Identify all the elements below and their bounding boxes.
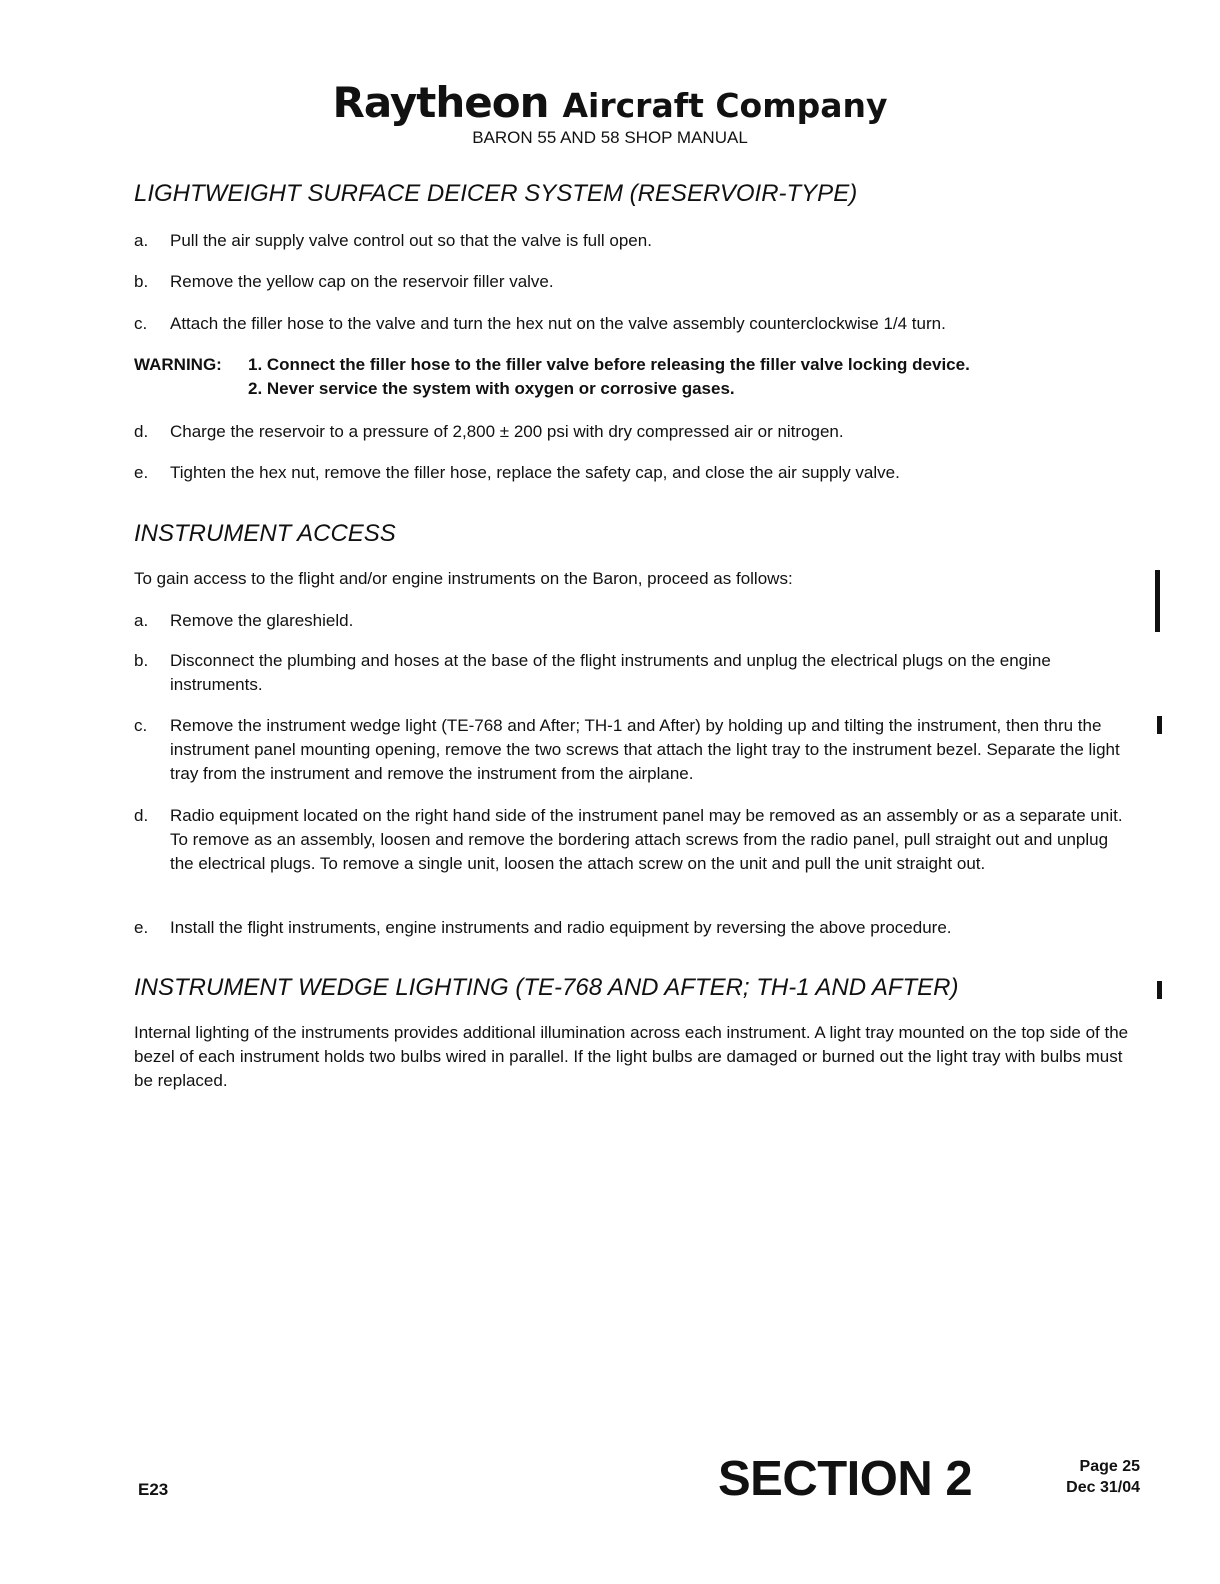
step-letter: c. [134,716,148,735]
warning-line-1: 1. Connect the filler hose to the filler valve before releasing the filler valve locking device. [248,355,970,374]
step-letter: b. [134,651,149,670]
deicer-step-c [134,312,1194,336]
step-letter: d. [134,806,149,825]
footer-page-number: Page 25 [1079,1458,1140,1475]
brand-name: Raytheon [332,78,549,127]
step-letter: c. [134,314,148,333]
step-text: Attach the filler hose to the valve and turn the hex nut on the valve assembly counterclockwise 1/4 turn. [170,314,946,333]
access-step-c [134,714,1134,786]
step-text: Radio equipment located on the right hand side of the instrument panel may be removed as an assembly or as a separate unit. To remove as an assembly, loosen and remove the bordering attach screws from the radio panel, pull straight out and unplug the electrical plugs. To remove a single unit, loosen the attach screw on the unit and pull the unit straight out. [170,806,1123,873]
step-text: Install the flight instruments, engine instruments and radio equipment by reversing the above procedure. [170,918,952,937]
step-letter: d. [134,422,149,441]
revision-bar [1155,570,1160,632]
step-text: Pull the air supply valve control out so that the valve is full open. [170,231,652,250]
revision-bar [1157,981,1162,999]
step-text: Charge the reservoir to a pressure of 2,800 ± 200 psi with dry compressed air or nitrogen. [170,422,844,441]
warning-block [134,353,970,401]
footer-section: SECTION 2 [718,1452,973,1506]
revision-bar [1157,716,1162,734]
manual-title: BARON 55 AND 58 SHOP MANUAL [472,128,748,147]
access-step-b [134,649,1134,697]
step-text: Disconnect the plumbing and hoses at the base of the flight instruments and unplug the electrical plugs on the engine instruments. [170,651,1051,694]
wedge-lighting-body: Internal lighting of the instruments provides additional illumination across each instrument. A light tray mounted on the top side of the bezel of each instrument holds two bulbs wired in parallel. If the light bulbs are damaged or burned out the light tray with bulbs must be replaced. [134,1023,1129,1090]
step-letter: b. [134,272,149,291]
access-step-d [134,804,1134,876]
footer-doc-id: E23 [138,1480,169,1499]
deicer-step-e [134,461,1134,485]
step-text: Remove the instrument wedge light (TE-768 and After; TH-1 and After) by holding up and tilting the instrument, then thru the instrument panel mounting opening, remove the two screws that attach the light tray to the instrument bezel. Separate the light tray from the instrument and remove the instrument from the airplane. [170,716,1120,783]
access-step-a [134,609,1134,633]
deicer-step-a [134,229,1134,253]
instrument-access-title: INSTRUMENT ACCESS [134,520,396,547]
step-letter: a. [134,611,149,630]
brand-suffix: Aircraft Company [562,86,888,125]
document-header [0,78,1220,127]
brand-logo [332,78,887,127]
step-letter: e. [134,463,149,482]
step-text: Tighten the hex nut, remove the filler hose, replace the safety cap, and close the air supply valve. [170,463,900,482]
step-text: Remove the glareshield. [170,611,354,630]
warning-lines [248,353,970,401]
footer-page-info [1040,1456,1140,1498]
deicer-section-title: LIGHTWEIGHT SURFACE DEICER SYSTEM (RESERVOIR-TYPE) [134,180,858,207]
warning-label: WARNING: [134,355,222,374]
deicer-step-b [134,270,1134,294]
access-step-e [134,916,1134,940]
wedge-lighting-title: INSTRUMENT WEDGE LIGHTING (TE-768 AND AFTER; TH-1 AND AFTER) [134,974,959,1001]
step-letter: a. [134,231,149,250]
deicer-step-d [134,420,1134,444]
step-text: Remove the yellow cap on the reservoir filler valve. [170,272,554,291]
footer-date: Dec 31/04 [1066,1479,1140,1496]
step-letter: e. [134,918,149,937]
instrument-access-intro: To gain access to the flight and/or engine instruments on the Baron, proceed as follows: [134,569,793,588]
warning-line-2: 2. Never service the system with oxygen or corrosive gases. [248,379,735,398]
